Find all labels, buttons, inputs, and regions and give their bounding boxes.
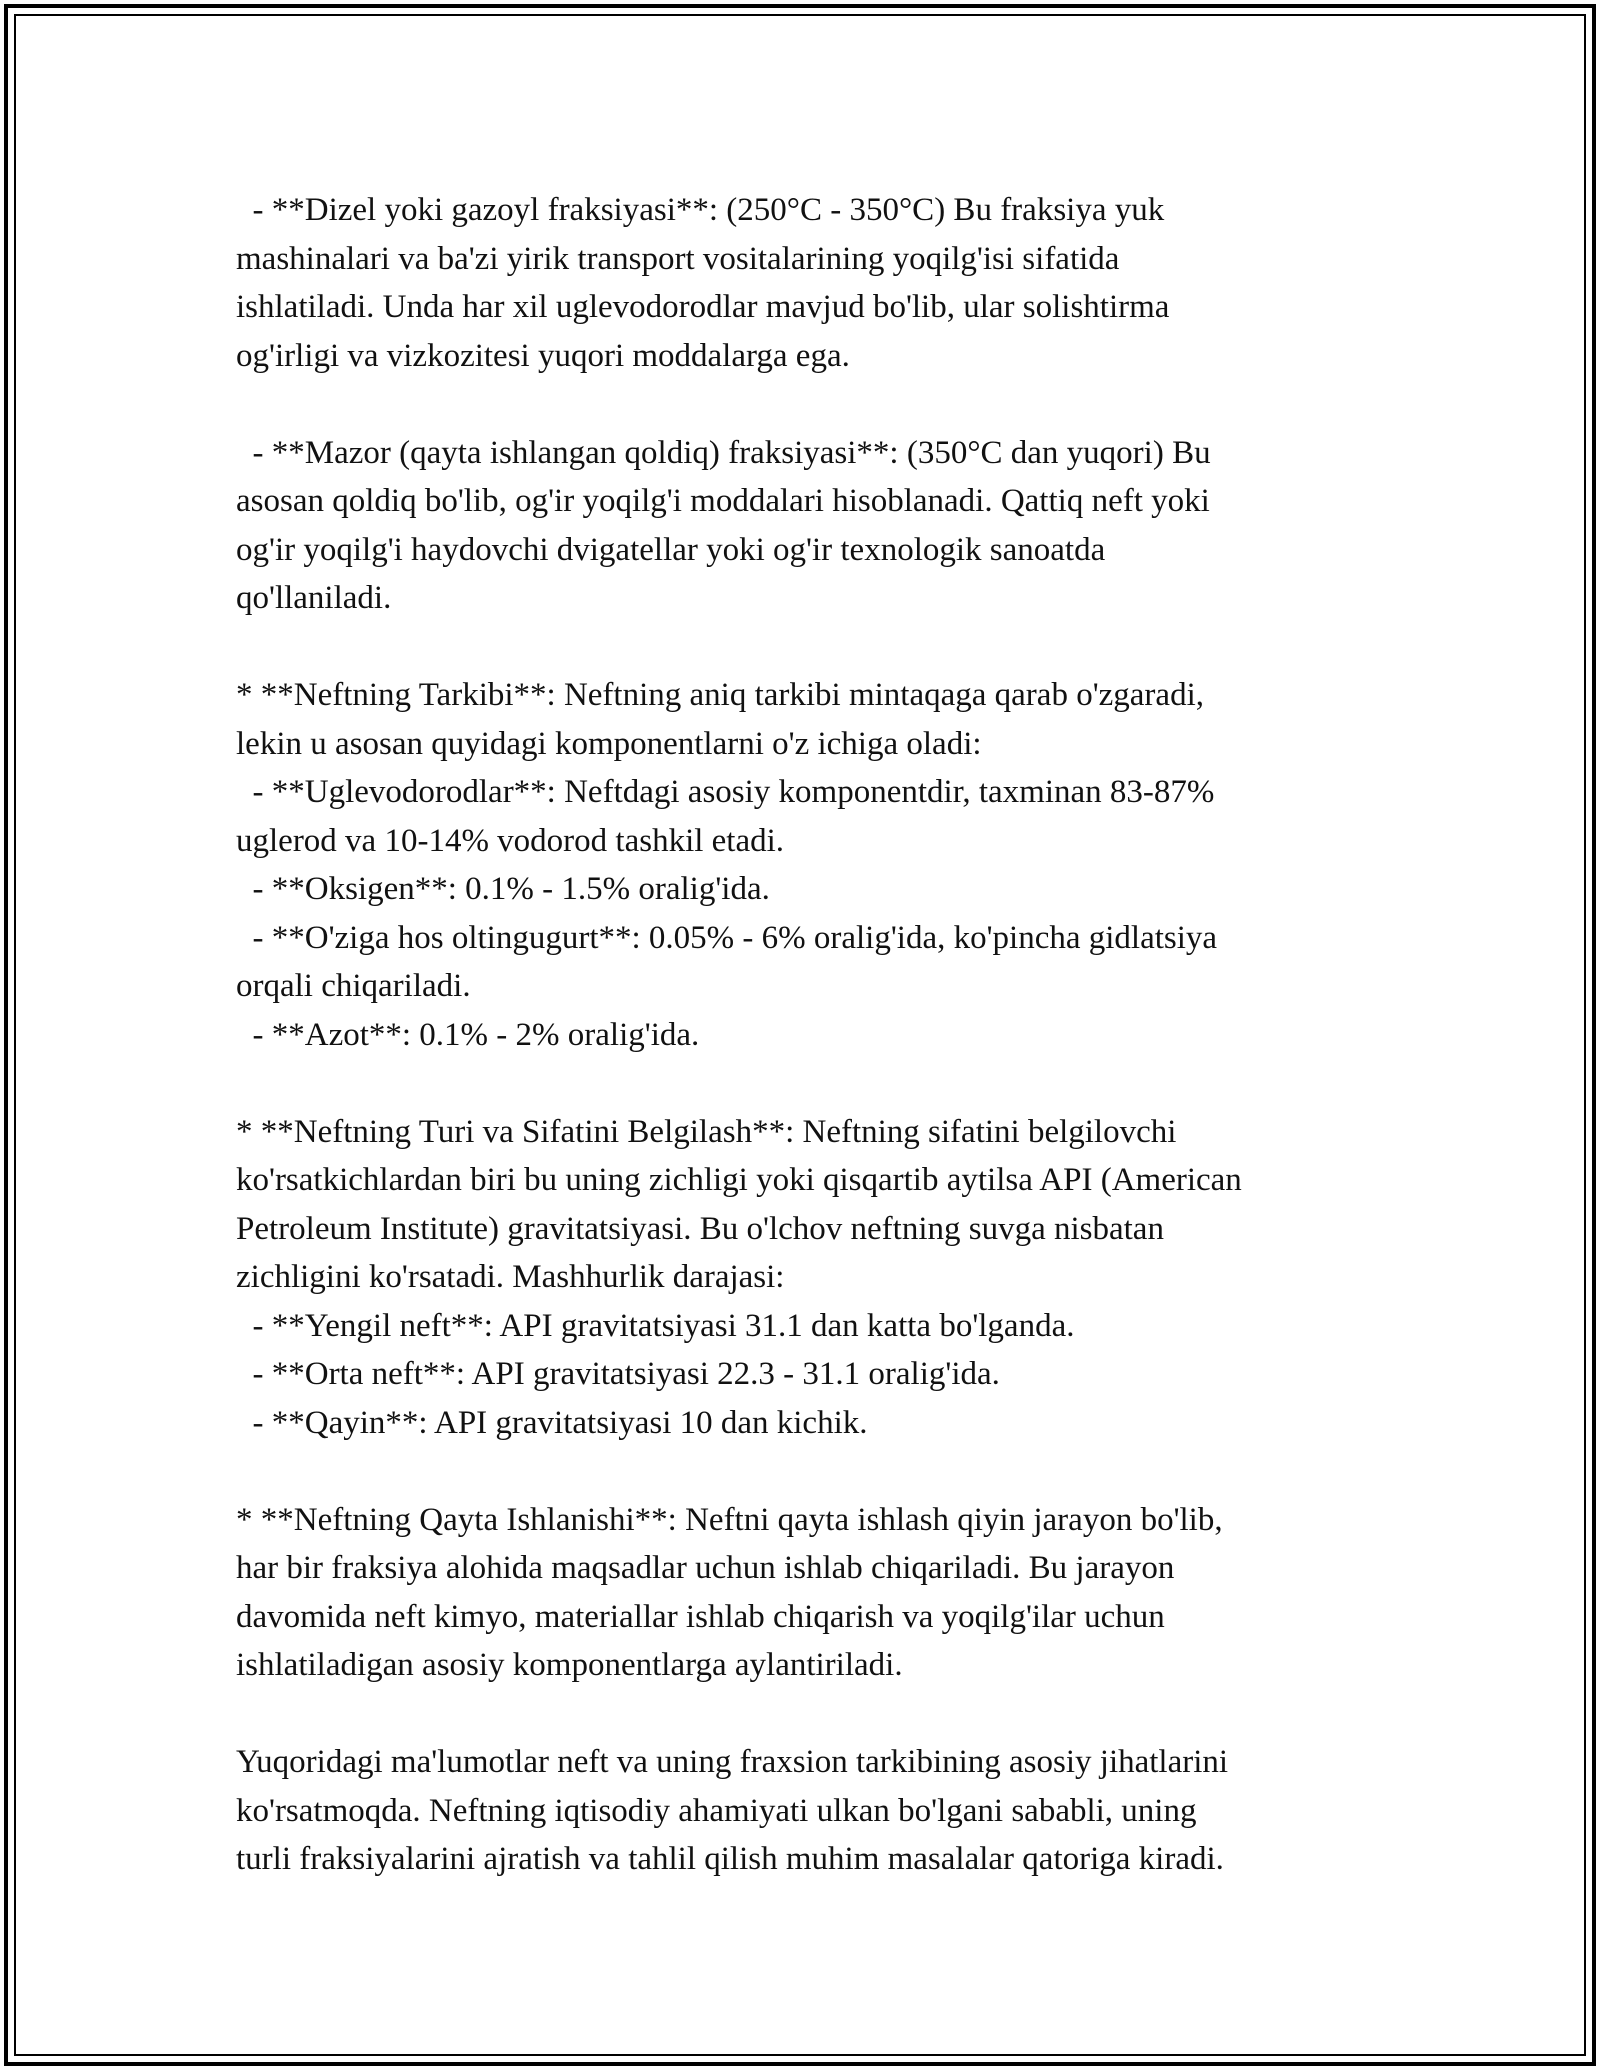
text-line: - **Azot**: 0.1% - 2% oralig'ida. xyxy=(236,1016,700,1053)
text-line: ishlatiladi. Unda har xil uglevodorodlar mavjud bo'lib, ular solishtirma xyxy=(236,289,1170,325)
text-line: qo'llaniladi. xyxy=(236,580,392,616)
paragraph-gap xyxy=(236,1059,1396,1108)
text-line: uglerod va 10-14% vodorod tashkil etadi. xyxy=(236,822,785,859)
text-line: mashinalari va ba'zi yirik transport vositalarining yoqilg'isi sifatida xyxy=(236,240,1120,277)
paragraph xyxy=(236,1496,1396,1690)
text-line: og'ir yoqilg'i haydovchi dvigatellar yoki og'ir texnologik sanoatda xyxy=(236,531,1106,568)
text-line: - **Qayin**: API gravitatsiyasi 10 dan kichik. xyxy=(236,1404,868,1441)
text-line: har bir fraksiya alohida maqsadlar uchun ishlab chiqariladi. Bu jarayon xyxy=(236,1550,1175,1586)
text-line: - **Oksigen**: 0.1% - 1.5% oralig'ida. xyxy=(236,871,770,907)
paragraph-gap xyxy=(236,1690,1396,1739)
text-line: * **Neftning Turi va Sifatini Belgilash**: Neftning sifatini belgilovchi xyxy=(236,1113,1177,1150)
text-line: zichligini ko'rsatadi. Mashhurlik darajasi: xyxy=(236,1259,785,1295)
paragraph-gap xyxy=(236,1447,1396,1496)
text-line: lekin u asosan quyidagi komponentlarni o'z ichiga oladi: xyxy=(236,725,982,762)
text-line: Yuqoridagi ma'lumotlar neft va uning fraxsion tarkibining asosiy jihatlarini xyxy=(236,1744,1229,1780)
text-line: davomida neft kimyo, materiallar ishlab chiqarish va yoqilg'ilar uchun xyxy=(236,1598,1165,1635)
text-line: og'irligi va vizkozitesi yuqori moddalarga ega. xyxy=(236,337,850,374)
text-line: - **O'ziga hos oltingugurt**: 0.05% - 6% oralig'ida, ko'pincha gidlatsiya xyxy=(236,919,1218,956)
paragraph xyxy=(236,1738,1396,1884)
text-line: - **Uglevodorodlar**: Neftdagi asosiy komponentdir, taxminan 83-87% xyxy=(236,774,1215,810)
text-line: asosan qoldiq bo'lib, og'ir yoqilg'i moddalari hisoblanadi. Qattiq neft yoki xyxy=(236,483,1210,519)
text-line: orqali chiqariladi. xyxy=(236,968,471,1004)
text-line: Petroleum Institute) gravitatsiyasi. Bu o'lchov neftning suvga nisbatan xyxy=(236,1210,1164,1247)
document-body xyxy=(236,186,1396,1884)
text-line: - **Mazor (qayta ishlangan qoldiq) fraksiyasi**: (350°C dan yuqori) Bu xyxy=(236,434,1211,471)
text-line: * **Neftning Tarkibi**: Neftning aniq tarkibi mintaqaga qarab o'zgaradi, xyxy=(236,677,1204,713)
text-line: - **Yengil neft**: API gravitatsiyasi 31.1 dan katta bo'lganda. xyxy=(236,1307,1075,1344)
text-line: * **Neftning Qayta Ishlanishi**: Neftni qayta ishlash qiyin jarayon bo'lib, xyxy=(236,1501,1223,1538)
paragraph xyxy=(236,429,1396,623)
text-line: turli fraksiyalarini ajratish va tahlil qilish muhim masalalar qatoriga kiradi. xyxy=(236,1841,1224,1877)
paragraph xyxy=(236,1108,1396,1448)
paragraph-gap xyxy=(236,380,1396,429)
text-line: ko'rsatkichlardan biri bu uning zichligi yoki qisqartib aytilsa API (American xyxy=(236,1162,1242,1198)
text-line: - **Dizel yoki gazoyl fraksiyasi**: (250°C - 350°C) Bu fraksiya yuk xyxy=(236,192,1165,228)
text-line: ishlatiladigan asosiy komponentlarga aylantiriladi. xyxy=(236,1647,903,1683)
paragraph xyxy=(236,186,1396,380)
paragraph xyxy=(236,671,1396,1059)
text-line: ko'rsatmoqda. Neftning iqtisodiy ahamiyati ulkan bo'lgani sababli, uning xyxy=(236,1792,1197,1829)
paragraph-gap xyxy=(236,623,1396,672)
text-line: - **Orta neft**: API gravitatsiyasi 22.3 - 31.1 oralig'ida. xyxy=(236,1356,1000,1392)
